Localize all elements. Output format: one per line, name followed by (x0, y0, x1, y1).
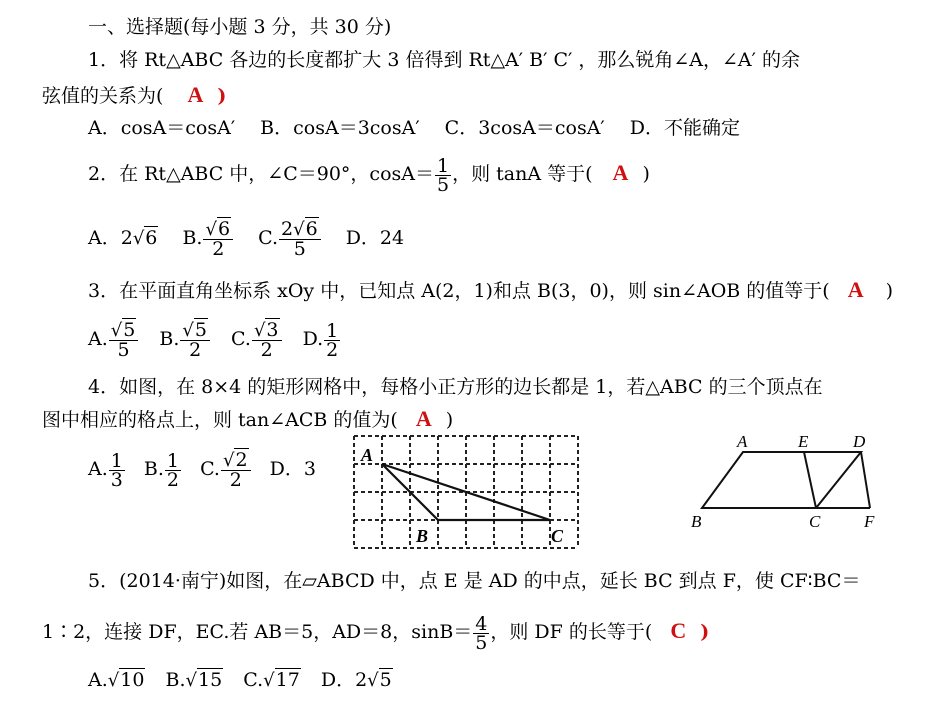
grid-label-b: B (416, 526, 429, 546)
q5-fraction (473, 612, 489, 654)
q4-opt-b: B. (143, 458, 164, 480)
q4-options: A. $\frac{1}{3}$ B. $\frac{1}{2}$ C. $\frac{√2}{2}$ D．3 (88, 449, 316, 491)
q3-opt-a-den: 5 (117, 339, 130, 361)
segment-df (861, 452, 870, 508)
para-label-d: D (853, 432, 866, 451)
para-label-f: F (864, 512, 875, 531)
q2-close: ) (642, 163, 650, 185)
para-label-e: E (798, 432, 809, 451)
q5-line1: 5．(2014·南宁)如图，在▱ABCD 中，点 E 是 AD 的中点，延长 BC 到点 F，使 CF∶BC＝ (88, 570, 861, 592)
q5-opt-d-rad: 5 (379, 669, 392, 691)
q5-opt-b: B. (165, 669, 186, 691)
q5-frac-num: 4 (475, 612, 488, 635)
q4-opt-b-den: 2 (166, 468, 180, 491)
q5-stem-post: ，则 DF 的长等于( (490, 621, 653, 643)
q4-line2 (42, 406, 453, 433)
q3-opt-d-den: 2 (326, 338, 339, 361)
q3-opt-c-den: 2 (260, 339, 273, 361)
parallelogram-abcd (702, 452, 861, 508)
q3-opt-b-den: 2 (189, 339, 202, 361)
q4-opt-a: A. (88, 458, 108, 480)
q2-opt-b: B. (182, 227, 203, 249)
q2-stem-post: ，则 tanA 等于( (452, 163, 593, 185)
q3-opt-b: B. (159, 328, 180, 350)
q5-options: A.√10 B.√15 C.√17 D．2√5 (88, 669, 392, 691)
q3-close: ) (885, 280, 894, 302)
q3-options: A. $\frac{√5}{5}$ B. $\frac{√5}{2}$ C. $\frac{√3}{2}$ D. $\frac{1}{2}$ (88, 319, 339, 361)
q4-opt-d: D．3 (269, 458, 316, 480)
q5-opt-c: C. (243, 669, 264, 691)
q4-opt-c-den: 2 (229, 469, 242, 491)
grid-figure (348, 432, 583, 554)
q2-options: A．2√6 B. $\frac{√6}{2}$ C. $\frac{2√6}{5}$ D．24 (88, 218, 405, 260)
q4-opt-c-num: 2 (235, 449, 248, 471)
grid-label-a: A (361, 445, 374, 465)
q4-line1: 4．如图，在 8×4 的矩形网格中，每格小正方形的边长都是 1，若△ABC 的三个顶点在 (88, 376, 823, 398)
para-label-c: C (809, 512, 821, 531)
q4-close: ) (445, 409, 454, 431)
q4-opt-a-num: 1 (110, 449, 123, 472)
q3-opt-b-num: 5 (194, 319, 207, 341)
q1-line1: 1．将 Rt△ABC 各边的长度都扩大 3 倍得到 Rt△A′ B′ C′ ，那么锐角∠A，∠A′ 的余 (88, 49, 800, 71)
section-title: 一、选择题(每小题 3 分，共 30 分) (88, 16, 392, 38)
q3-opt-d-num: 1 (326, 319, 339, 342)
q2-opt-d: D．24 (345, 227, 405, 249)
segment-ec (804, 452, 816, 508)
q2-opt-b-num: 6 (217, 218, 231, 240)
q5-frac-den: 5 (475, 631, 488, 654)
q5-opt-a: A. (88, 669, 108, 691)
q5-answer: C (670, 618, 687, 643)
q3-opt-a: A. (88, 328, 108, 350)
q1-options: A．cosA＝cosA′ B．cosA＝3cosA′ C．3cosA＝cosA′ D．不能确定 (88, 117, 741, 139)
q1-line2 (42, 82, 226, 109)
q5-close: ) (700, 621, 710, 643)
q2-frac-den: 5 (436, 173, 450, 196)
q2-stem (88, 151, 650, 195)
q5-opt-a-rad: 10 (120, 669, 145, 691)
q3-stem (88, 277, 893, 304)
q2-opt-c-frac: $\frac{2√6}{5}$ (279, 220, 321, 258)
q2-fraction (435, 154, 451, 196)
q2-opt-a: A．2 (88, 227, 133, 249)
q1-answer: A (187, 82, 204, 107)
q2-stem-pre: 2．在 Rt△ABC 中，∠C＝90°，cosA＝ (88, 163, 434, 185)
q2-opt-c-coef: 2 (280, 218, 294, 240)
q2-opt-b-den: 2 (212, 238, 225, 260)
q3-opt-d: D. (302, 328, 324, 350)
para-label-b: B (691, 512, 702, 531)
q2-frac-num: 1 (436, 154, 450, 177)
q2-opt-a-rad: 6 (145, 227, 158, 249)
q5-stem-pre: 1∶2，连接 DF，EC.若 AB＝5，AD＝8，sinB＝ (42, 621, 473, 643)
q5-opt-c-rad: 17 (275, 669, 300, 691)
q4-stem-end: 图中相应的格点上，则 tan∠ACB 的值为( (42, 409, 398, 431)
q2-opt-b-frac: $\frac{√6}{2}$ (203, 220, 233, 258)
q3-answer: A (847, 277, 864, 302)
q1-close: ) (217, 85, 227, 107)
q3-opt-a-num: 5 (123, 319, 136, 341)
q1-stem-end: 弦值的关系为( (42, 85, 164, 107)
q3-opt-c: C. (231, 328, 251, 350)
q5-line2 (42, 609, 709, 653)
grid-label-c: C (551, 526, 564, 546)
q5-opt-d: D．2 (320, 669, 368, 691)
q3-stem-text: 3．在平面直角坐标系 xOy 中，已知点 A(2，1)和点 B(3，0)，则 sin∠AOB 的值等于( (88, 280, 830, 302)
para-label-a: A (737, 432, 748, 451)
q2-opt-c-den: 5 (293, 238, 306, 260)
q5-opt-b-rad: 15 (197, 669, 223, 691)
q2-opt-c: C. (258, 227, 278, 249)
q3-opt-c-num: 3 (266, 319, 279, 341)
q4-opt-b-num: 1 (166, 449, 180, 472)
q4-opt-a-den: 3 (110, 468, 123, 491)
q2-opt-c-rad: 6 (305, 218, 318, 240)
parallelogram-figure (688, 430, 888, 535)
q4-answer: A (415, 406, 432, 431)
q2-answer: A (612, 160, 629, 185)
q4-opt-c: C. (200, 458, 220, 480)
